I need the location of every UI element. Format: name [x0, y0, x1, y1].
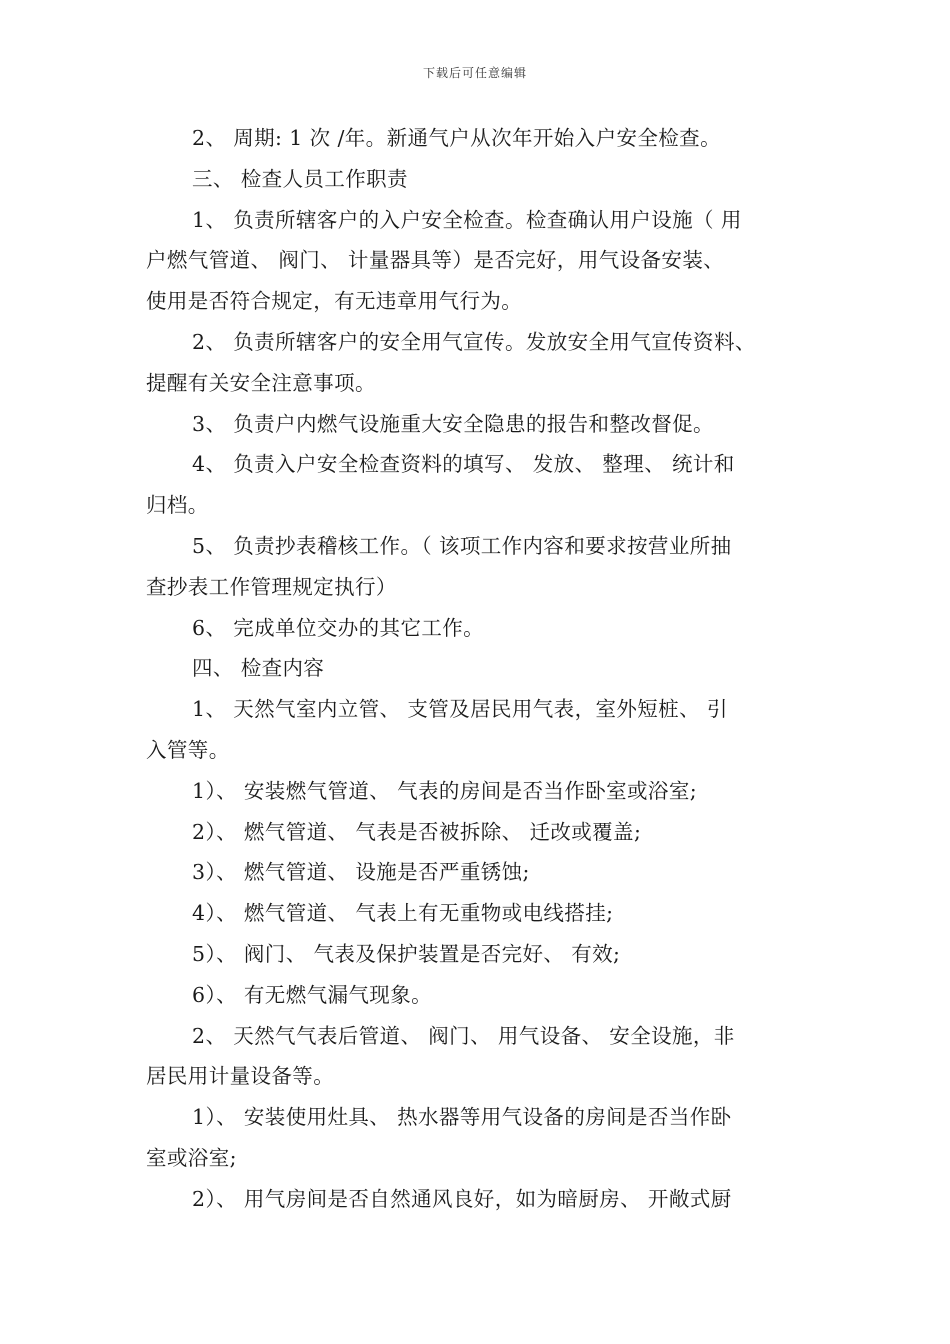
- text-line: 入管等。: [146, 737, 230, 762]
- page-header: 下载后可任意编辑: [422, 66, 527, 80]
- text-line: 4）、 燃气管道、 气表上有无重物或电线搭挂;: [192, 901, 614, 926]
- text-line: 2、 天然气气表后管道、 阀门、 用气设备、 安全设施，非: [192, 1023, 735, 1048]
- text-line: 3）、 燃气管道、 设施是否严重锈蚀;: [192, 860, 530, 885]
- text-line: 户燃气管道、 阀门、 计量器具等）是否完好，用气设备安装、: [146, 248, 725, 273]
- text-line: 2、 负责所辖客户的安全用气宣传。发放安全用气宣传资料、: [192, 329, 756, 354]
- text-line: 6、 完成单位交办的其它工作。: [192, 615, 485, 640]
- text-line: 5、 负责抄表稽核工作。（ 该项工作内容和要求按营业所抽: [192, 533, 732, 558]
- document-body: [146, 118, 808, 1220]
- text-line: 5）、 阀门、 气表及保护装置是否完好、 有效;: [192, 941, 621, 966]
- text-line: 查抄表工作管理规定执行）: [146, 574, 397, 599]
- text-line: 2、 周期: 1 次 /年。新通气户从次年开始入户安全检查。: [192, 126, 721, 150]
- text-line: 三、 检查人员工作职责: [192, 166, 408, 191]
- text-line: 6）、 有无燃气漏气现象。: [192, 982, 433, 1007]
- text-line: 归档。: [146, 493, 209, 518]
- text-line: 使用是否符合规定，有无违章用气行为。: [146, 289, 523, 314]
- text-line: 1）、 安装燃气管道、 气表的房间是否当作卧室或浴室;: [192, 778, 698, 803]
- text-line: 3、 负责户内燃气设施重大安全隐患的报告和整改督促。: [192, 411, 714, 436]
- text-line: 提醒有关安全注意事项。: [146, 370, 376, 395]
- text-line: 2）、 用气房间是否自然通风良好，如为暗厨房、 开敞式厨: [192, 1186, 732, 1211]
- text-line: 室或浴室;: [146, 1145, 237, 1170]
- text-line: 1、 天然气室内立管、 支管及居民用气表，室外短桩、 引: [192, 697, 728, 722]
- text-line: 2）、 燃气管道、 气表是否被拆除、 迁改或覆盖;: [192, 819, 642, 844]
- text-line: 4、 负责入户安全检查资料的填写、 发放、 整理、 统计和: [192, 452, 735, 477]
- text-line: 1）、 安装使用灶具、 热水器等用气设备的房间是否当作卧: [192, 1105, 732, 1130]
- text-line: 居民用计量设备等。: [146, 1064, 335, 1089]
- text-line: 1、 负责所辖客户的入户安全检查。检查确认用户设施（ 用: [192, 207, 742, 232]
- text-line: 四、 检查内容: [192, 656, 325, 681]
